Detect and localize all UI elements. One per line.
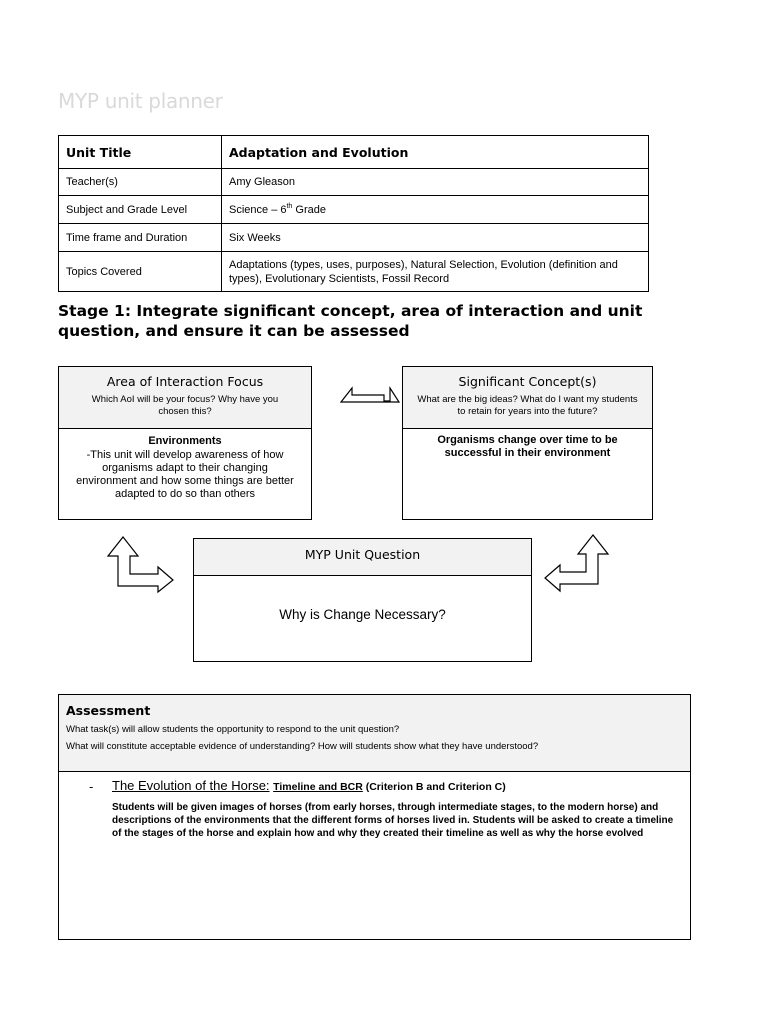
task-heading — [112, 778, 506, 793]
concept-title: Significant Concept(s) — [458, 374, 597, 389]
topics-value: Adaptations (types, uses, purposes), Natural Selection, Evolution (definition and types), Evolutionary Scientists, Fossil Record — [222, 252, 649, 292]
unit-title-value: Adaptation and Evolution — [222, 136, 649, 169]
teacher-value: Amy Gleason — [222, 169, 649, 196]
subject-value-main: Science – 6 — [229, 204, 287, 216]
subject-label: Subject and Grade Level — [59, 196, 222, 224]
aoi-body-heading: Environments — [148, 435, 222, 447]
assessment-box — [58, 694, 691, 940]
unit-info-table — [58, 135, 649, 292]
concept-header — [403, 367, 652, 429]
stage-1-heading: Stage 1: Integrate significant concept, area of interaction and unit question, and ensure it can be assessed — [58, 302, 643, 340]
timeframe-value: Six Weeks — [222, 224, 649, 252]
aoi-body-text: -This unit will develop awareness of how organisms adapt to their changing environment and how some things are better adapted to do so than others — [76, 449, 294, 500]
assessment-header — [59, 695, 690, 772]
subject-value-suffix: Grade — [292, 204, 326, 216]
double-arrow-horizontal-icon — [340, 386, 400, 413]
question-title: MYP Unit Question — [304, 547, 421, 562]
document-title: MYP unit planner — [58, 89, 223, 113]
significant-concept-box — [402, 366, 653, 520]
subject-value — [222, 196, 649, 224]
concept-body-heading: Organisms change over time to be successful in their environment — [437, 434, 618, 459]
unit-title-label: Unit Title — [59, 136, 222, 169]
assessment-question-1: What task(s) will allow students the opportunity to respond to the unit question? — [66, 724, 400, 735]
assessment-body — [59, 772, 690, 932]
unit-question-text: Why is Change Necessary? — [279, 607, 446, 622]
table-row-teacher — [59, 169, 649, 196]
aoi-title: Area of Interaction Focus — [106, 374, 264, 389]
task-criteria: (Criterion B and Criterion C) — [362, 781, 506, 793]
bent-up-right-arrow-icon — [543, 534, 611, 601]
aoi-subtitle: Which AoI will be your focus? Why have you chosen this? — [91, 394, 279, 417]
concept-subtitle: What are the big ideas? What do I want my students to retain for years into the future? — [417, 394, 638, 417]
table-row-unit-title — [59, 136, 649, 169]
aoi-header — [59, 367, 311, 429]
teacher-label: Teacher(s) — [59, 169, 222, 196]
task-subtitle: Timeline and BCR — [273, 781, 363, 793]
question-header — [194, 539, 531, 576]
task-description: Students will be given images of horses (from early horses, through intermediate stages, to the modern horse) and descriptions of the environments that the different forms of horses lived in. Students will be asked to create a timeline of the stages of the horse and explain how and why they created their timeline as well as why the horse evolved — [112, 802, 674, 839]
table-row-topics — [59, 252, 649, 292]
timeframe-label: Time frame and Duration — [59, 224, 222, 252]
table-row-subject — [59, 196, 649, 224]
bent-up-left-arrow-icon — [106, 536, 176, 601]
task-title: The Evolution of the Horse: — [112, 778, 270, 793]
topics-label: Topics Covered — [59, 252, 222, 292]
assessment-question-2: What will constitute acceptable evidence of understanding? How will students show what they have understood? — [66, 741, 539, 752]
table-row-timeframe — [59, 224, 649, 252]
bullet-dash: - — [89, 779, 94, 794]
assessment-title: Assessment — [66, 703, 151, 718]
area-of-interaction-box — [58, 366, 312, 520]
unit-question-box — [193, 538, 532, 662]
subject-value-superscript: th — [286, 203, 293, 210]
